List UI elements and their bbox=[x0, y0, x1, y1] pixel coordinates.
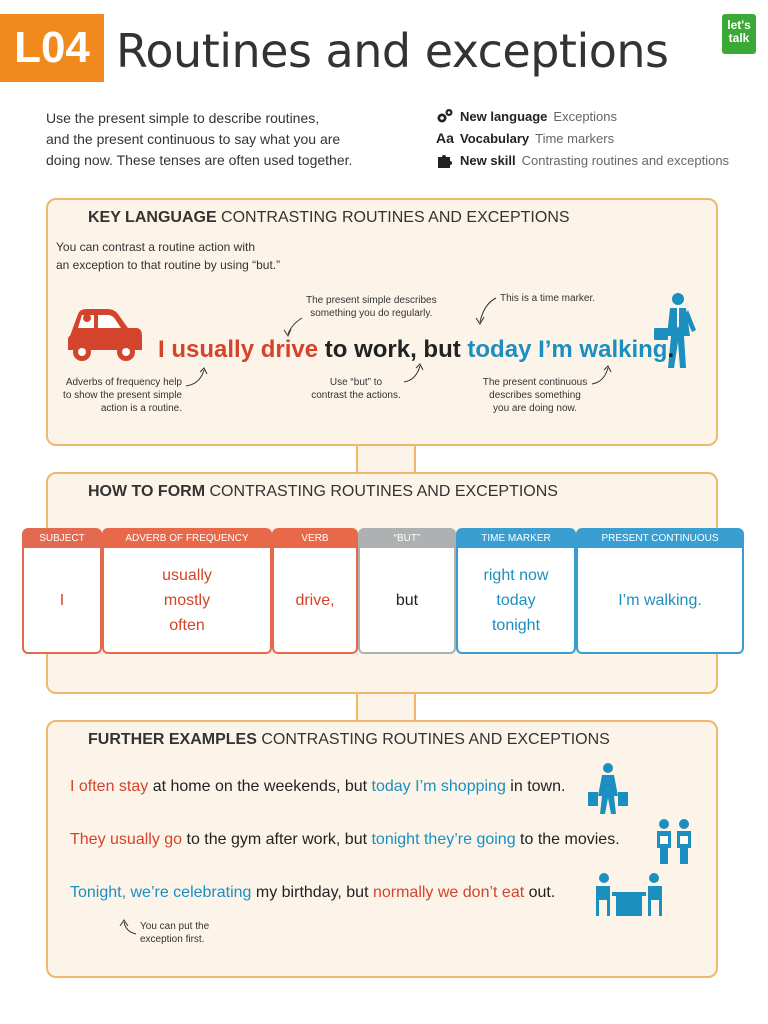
puzzle-word: mostly bbox=[163, 591, 211, 609]
example-end: to the movies. bbox=[515, 831, 620, 848]
meta-new-language bbox=[436, 108, 617, 124]
puzzle-word: but bbox=[395, 591, 419, 609]
meta-label: New skill bbox=[460, 152, 516, 168]
heading-rest: CONTRASTING ROUTINES AND EXCEPTIONS bbox=[205, 483, 558, 500]
example-routine: I often stay bbox=[70, 778, 149, 795]
note-line: to show the present simple bbox=[63, 390, 182, 401]
puzzle-header: SUBJECT bbox=[22, 528, 102, 548]
puzzle-header: TIME MARKER bbox=[456, 528, 576, 548]
note-line: The present simple describes bbox=[306, 295, 437, 306]
example-routine: They usually go bbox=[70, 831, 183, 848]
meta-value: Exceptions bbox=[553, 108, 618, 124]
heading-bold: KEY LANGUAGE bbox=[88, 209, 217, 226]
note-time-marker: This is a time marker. bbox=[500, 293, 596, 304]
sentence-routine: I usually drive bbox=[158, 336, 319, 363]
logo bbox=[722, 14, 756, 54]
sentence-end: . bbox=[667, 336, 675, 363]
key-language-box bbox=[46, 198, 718, 446]
puzzle-verb bbox=[272, 528, 358, 654]
heading-bold: FURTHER EXAMPLES bbox=[88, 731, 257, 748]
heading-rest: CONTRASTING ROUTINES AND EXCEPTIONS bbox=[216, 209, 570, 226]
intro-line: and the present continuous to say what you are bbox=[46, 131, 341, 147]
puzzle-word: drive, bbox=[295, 591, 335, 609]
meta-new-skill bbox=[436, 152, 729, 168]
meta-label: Vocabulary bbox=[460, 130, 530, 146]
meta-value: Contrasting routines and exceptions bbox=[521, 152, 730, 168]
note-line: action is a routine. bbox=[100, 403, 182, 414]
logo-line1: let's bbox=[727, 18, 751, 32]
puzzle-body bbox=[22, 548, 102, 654]
note-line: Adverbs of frequency help bbox=[65, 377, 182, 388]
page-title: Routines and exceptions bbox=[116, 24, 669, 78]
puzzle-body bbox=[576, 548, 744, 654]
example-exception: tonight they’re going bbox=[371, 831, 516, 848]
note-line: The present continuous bbox=[482, 377, 588, 388]
meta-vocabulary bbox=[436, 130, 614, 146]
puzzle-header: VERB bbox=[272, 528, 358, 548]
puzzle-word: often bbox=[169, 616, 205, 634]
puzzle-word: tonight bbox=[491, 616, 541, 634]
note-line: Use “but” to bbox=[329, 377, 383, 388]
puzzle-word: today bbox=[496, 591, 536, 609]
box-connector bbox=[356, 444, 416, 474]
note-but bbox=[310, 376, 402, 402]
puzzle-header: PRESENT CONTINUOUS bbox=[576, 528, 744, 548]
puzzle-but bbox=[358, 528, 456, 654]
note-line: something you do regularly. bbox=[310, 308, 433, 319]
example-end: out. bbox=[524, 884, 556, 901]
example-3 bbox=[70, 884, 555, 902]
intro-line: doing now. These tenses are often used together. bbox=[46, 152, 353, 168]
note-line: You can put the bbox=[140, 921, 210, 932]
section-heading bbox=[88, 483, 558, 501]
box-connector bbox=[356, 692, 416, 722]
puzzle-header: “BUT” bbox=[358, 528, 456, 548]
note-line: you are doing now. bbox=[493, 403, 577, 414]
note-line: contrast the actions. bbox=[311, 390, 401, 401]
intro-line: an exception to that routine by using “but.” bbox=[56, 258, 281, 272]
meta-value: Time markers bbox=[535, 130, 615, 146]
sentence-exception: today I’m walking bbox=[467, 336, 668, 363]
key-sentence bbox=[158, 336, 674, 364]
meta-label: New language bbox=[460, 108, 548, 124]
example-end: in town. bbox=[505, 778, 566, 795]
example-routine: normally we don’t eat bbox=[372, 884, 525, 901]
example-2 bbox=[70, 831, 620, 849]
puzzle-body bbox=[358, 548, 456, 654]
puzzle-time-marker bbox=[456, 528, 576, 654]
example-1 bbox=[70, 778, 565, 796]
logo-line2: talk bbox=[728, 31, 750, 45]
puzzle-word: right now bbox=[483, 566, 549, 584]
note-exception-first bbox=[140, 920, 209, 946]
further-examples-box bbox=[46, 720, 718, 978]
example-middle: my birthday, but bbox=[251, 884, 373, 901]
note-line: exception first. bbox=[140, 934, 205, 945]
example-exception: Tonight, we’re celebrating bbox=[70, 884, 252, 901]
puzzle-subject bbox=[22, 528, 102, 654]
puzzle-adverb bbox=[102, 528, 272, 654]
sentence-middle: to work, but bbox=[318, 336, 468, 363]
intro-line: You can contrast a routine action with bbox=[56, 240, 256, 254]
puzzle-word: I’m walking. bbox=[618, 591, 702, 609]
heading-bold: HOW TO FORM bbox=[88, 483, 206, 500]
note-line: describes something bbox=[489, 390, 581, 401]
note-adverbs bbox=[60, 376, 182, 415]
example-exception: today I’m shopping bbox=[371, 778, 506, 795]
intro-text bbox=[46, 108, 386, 171]
puzzle-word: usually bbox=[162, 566, 212, 584]
puzzle-word: I bbox=[59, 591, 65, 609]
puzzle-header: ADVERB OF FREQUENCY bbox=[102, 528, 272, 548]
puzzle-body bbox=[102, 548, 272, 654]
heading-rest: CONTRASTING ROUTINES AND EXCEPTIONS bbox=[256, 731, 610, 748]
note-continuous bbox=[480, 376, 590, 415]
puzzle-body bbox=[456, 548, 576, 654]
example-middle: at home on the weekends, but bbox=[148, 778, 372, 795]
puzzle-present-continuous bbox=[576, 528, 744, 654]
lesson-badge: L04 bbox=[0, 14, 104, 82]
intro-line: Use the present simple to describe routines, bbox=[46, 110, 320, 126]
gears-icon bbox=[436, 108, 454, 124]
puzzle-icon bbox=[436, 152, 454, 168]
example-middle: to the gym after work, but bbox=[182, 831, 372, 848]
puzzle-body bbox=[272, 548, 358, 654]
aa-icon: Aa bbox=[436, 130, 454, 146]
